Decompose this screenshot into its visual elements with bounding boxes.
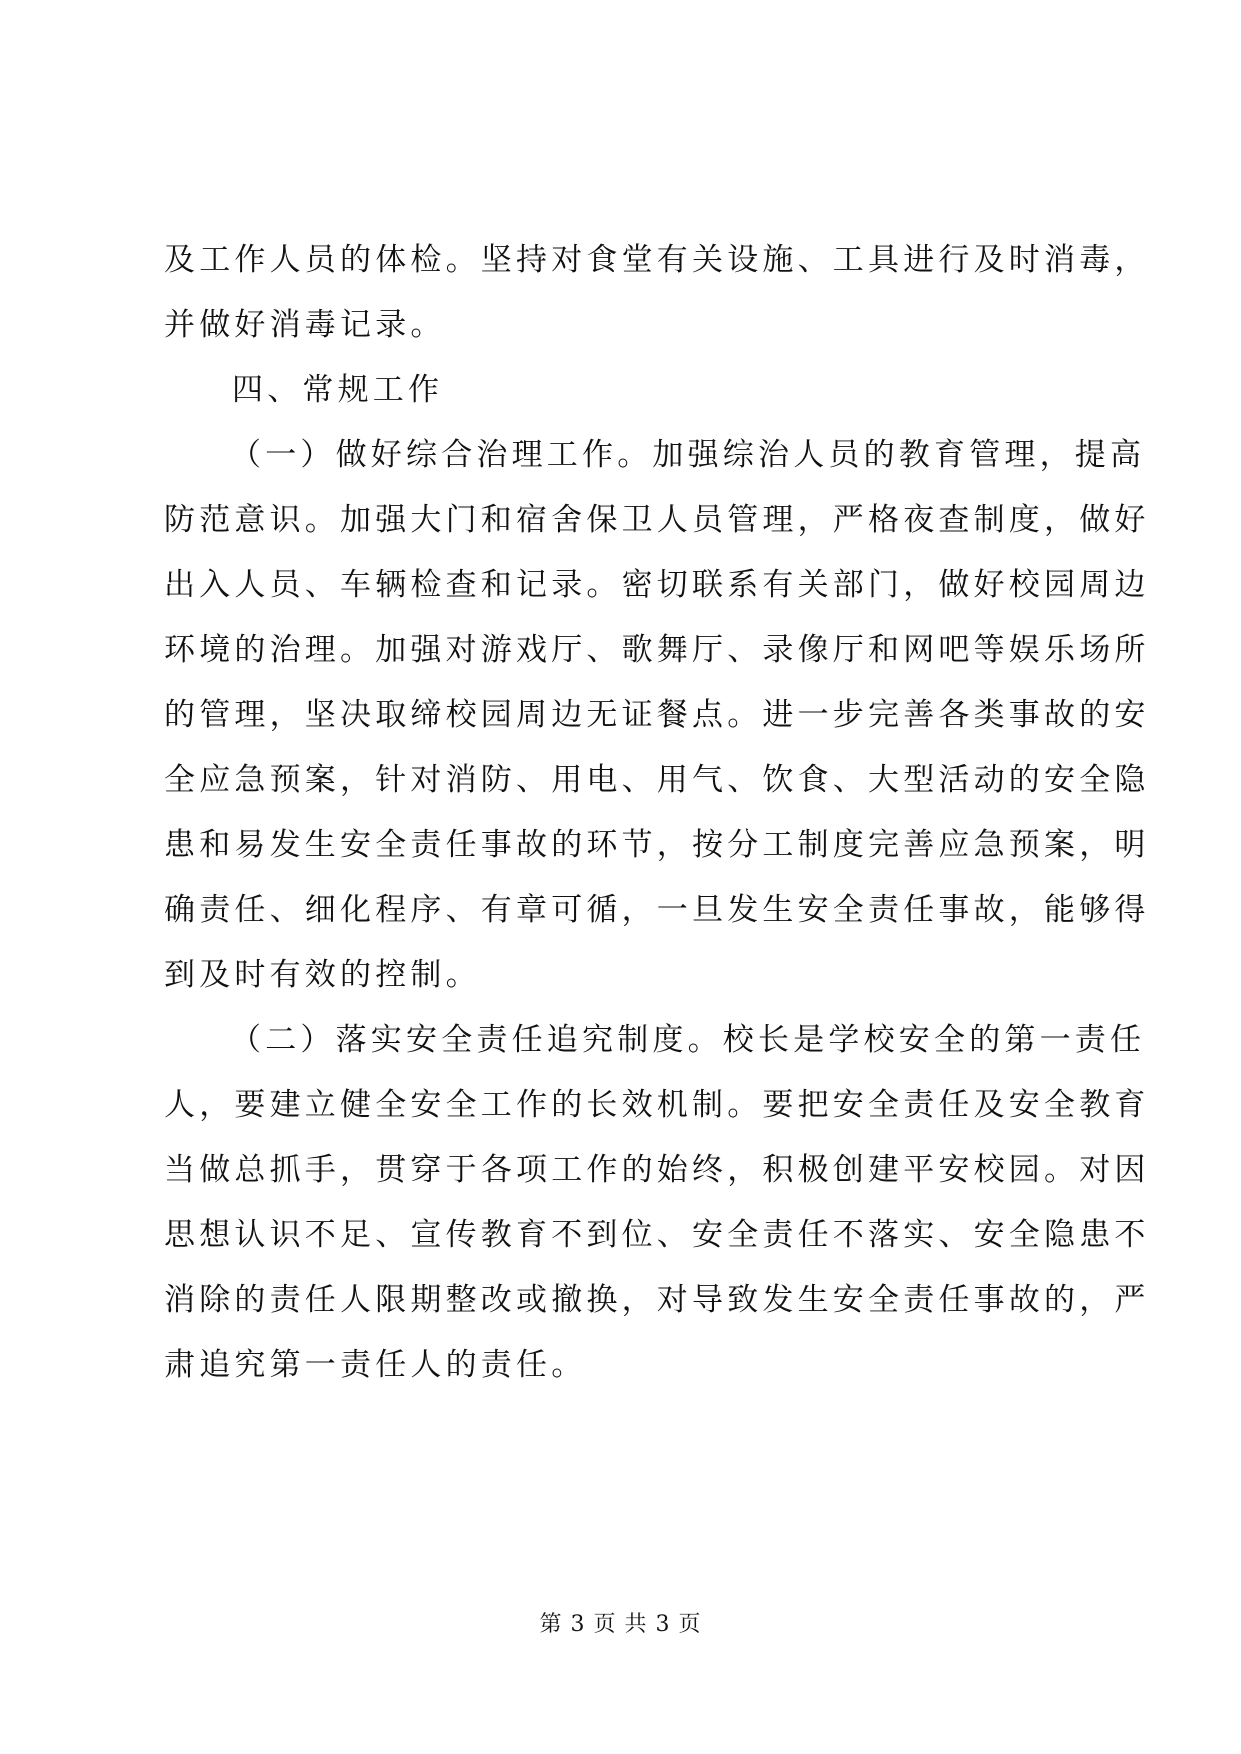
paragraph-line: （二）落实安全责任追究制度。校长是学校安全的第一责任	[230, 1022, 1146, 1058]
paragraph-line: 防范意识。加强大门和宿舍保卫人员管理，严格夜查制度，做好	[164, 502, 1150, 538]
section-heading: 四、常规工作	[232, 372, 444, 408]
paragraph-line: 思想认识不足、宣传教育不到位、安全责任不落实、安全隐患不	[164, 1217, 1150, 1253]
paragraph-line: （一）做好综合治理工作。加强综治人员的教育管理，提高	[230, 437, 1146, 473]
document-body	[164, 228, 1150, 1398]
paragraph-line: 出入人员、车辆检查和记录。密切联系有关部门，做好校园周边	[164, 567, 1150, 603]
paragraph-line: 全应急预案，针对消防、用电、用气、饮食、大型活动的安全隐	[164, 762, 1150, 798]
paragraph-line: 并做好消毒记录。	[164, 307, 446, 343]
paragraph-line: 患和易发生安全责任事故的环节，按分工制度完善应急预案，明	[164, 827, 1150, 863]
paragraph-line: 消除的责任人限期整改或撤换，对导致发生安全责任事故的，严	[164, 1282, 1150, 1318]
paragraph-line: 的管理，坚决取缔校园周边无证餐点。进一步完善各类事故的安	[164, 697, 1150, 733]
paragraph-line: 确责任、细化程序、有章可循，一旦发生安全责任事故，能够得	[164, 892, 1150, 928]
page-number-footer: 第 3 页 共 3 页	[539, 1612, 702, 1637]
paragraph-line: 人，要建立健全安全工作的长效机制。要把安全责任及安全教育	[164, 1087, 1150, 1123]
paragraph-line: 到及时有效的控制。	[164, 957, 481, 993]
paragraph-line: 当做总抓手，贯穿于各项工作的始终，积极创建平安校园。对因	[164, 1152, 1150, 1188]
paragraph-line: 及工作人员的体检。坚持对食堂有关设施、工具进行及时消毒，	[164, 242, 1150, 278]
paragraph-line: 环境的治理。加强对游戏厅、歌舞厅、录像厅和网吧等娱乐场所	[164, 632, 1150, 668]
paragraph-line: 肃追究第一责任人的责任。	[164, 1347, 587, 1383]
